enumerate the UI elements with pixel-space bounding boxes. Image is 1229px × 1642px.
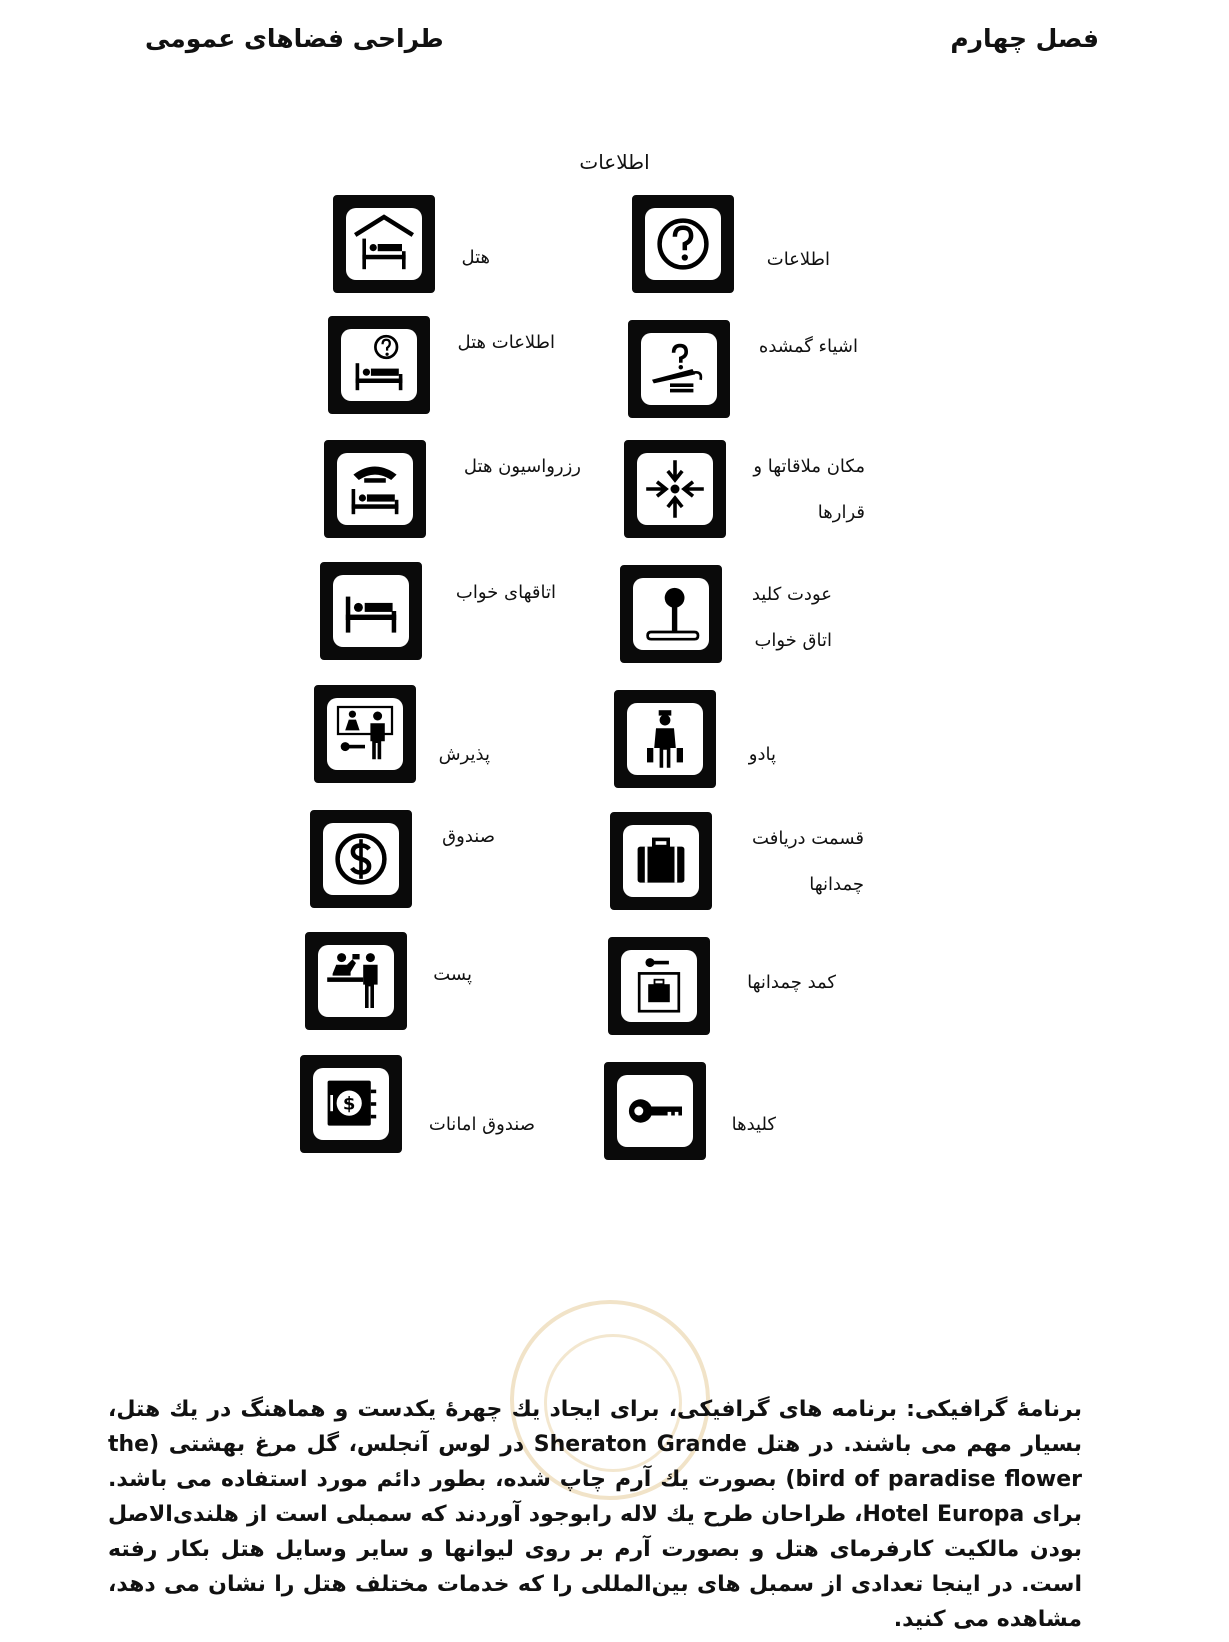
question-mark-icon xyxy=(645,208,721,280)
hotel-bed-roof-icon xyxy=(346,208,422,280)
section-title: اطلاعات xyxy=(579,150,650,174)
porter-symbol xyxy=(614,690,716,788)
symbol-label-safe-deposit: صندوق امانات xyxy=(428,1114,535,1135)
baggage-claim-symbol xyxy=(610,812,712,910)
svg-text:$: $ xyxy=(342,1093,356,1115)
hotel-information-icon xyxy=(341,329,417,401)
luggage-locker-icon xyxy=(621,950,697,1022)
symbol-label-reception: پذیرش xyxy=(438,744,490,765)
symbol-label-information: اطلاعات xyxy=(766,249,830,270)
keys-symbol xyxy=(604,1062,706,1160)
luggage-locker-symbol xyxy=(608,937,710,1035)
symbol-label-baggage-claim: قسمت دریافت چمدانها xyxy=(752,828,864,895)
symbol-label-hotel-reservation: رزرواسیون هتل xyxy=(463,456,581,477)
information-symbol xyxy=(632,195,734,293)
symbol-label-hotel-information: اطلاعات هتل xyxy=(457,332,555,353)
suitcase-icon xyxy=(623,825,699,897)
chapter-header: فصل چهارم xyxy=(950,24,1099,53)
symbol-label-porter: پادو xyxy=(748,744,776,765)
meeting-point-symbol xyxy=(624,440,726,538)
porter-icon xyxy=(627,703,703,775)
lost-umbrella-icon xyxy=(641,333,717,405)
symbol-label-key-return: عودت کلید اتاق خواب xyxy=(751,584,832,651)
symbol-label-mail: پست xyxy=(433,964,472,985)
symbol-label-cashier: صندوق xyxy=(442,826,495,847)
hotel-information-symbol xyxy=(328,316,430,414)
hotel-reservation-phone-icon xyxy=(337,453,413,525)
cashier-symbol xyxy=(310,810,412,908)
lost-property-symbol xyxy=(628,320,730,418)
cashier-dollar-icon xyxy=(323,823,399,895)
symbol-label-meeting-point: مکان ملاقاتها و قرارها xyxy=(753,456,865,523)
key-return-icon xyxy=(633,578,709,650)
symbol-label-keys: کلیدها xyxy=(731,1114,776,1135)
symbol-label-bedrooms: اتاقهای خواب xyxy=(455,582,556,603)
body-text: برنامهٔ گرافیکی: برنامه های گرافیکی، برای ایجاد یك چهرهٔ یکدست و هماهنگ در یك هتل، بسیار مهم می باشند. در هتل Sheraton Grande در لوس آنجلس، گل مرغ بهشتی (the bird of paradise flower) بصورت یك آرم چاپ شده، بطور دائم مورد استفاده می باشد. برای Hotel Europa، طراحان طرح یك لاله رابوجود آوردند که سمبلی است از هلندی‌الاصل بودن مالکیت کارفرمای هتل و بصورت آرم بر روی لیوانها و سایر وسایل هتل بکار رفته است. در اینجا تعدادی از سمبل های بین‌المللی را که خدمات مختلف هتل را نشان می دهد، مشاهده می کنید. xyxy=(108,1397,1082,1632)
mail-symbol xyxy=(305,932,407,1030)
bed-icon xyxy=(333,575,409,647)
key-icon xyxy=(617,1075,693,1147)
body-paragraph xyxy=(108,1392,1082,1637)
bedrooms-symbol xyxy=(320,562,422,660)
key-return-symbol xyxy=(620,565,722,663)
hotel-reservation-symbol xyxy=(324,440,426,538)
symbol-label-luggage-locker: کمد چمدانها xyxy=(747,972,836,993)
reception-icon xyxy=(327,698,403,770)
book-title-header: طراحی فضاهای عمومی xyxy=(145,24,444,53)
meeting-point-arrows-icon xyxy=(637,453,713,525)
reception-symbol xyxy=(314,685,416,783)
safe-deposit-symbol xyxy=(300,1055,402,1153)
safe-deposit-icon xyxy=(313,1068,389,1140)
hotel-symbol xyxy=(333,195,435,293)
mail-desk-icon xyxy=(318,945,394,1017)
symbol-label-hotel: هتل xyxy=(461,247,490,268)
symbol-label-lost-property: اشیاء گمشده xyxy=(758,336,858,357)
